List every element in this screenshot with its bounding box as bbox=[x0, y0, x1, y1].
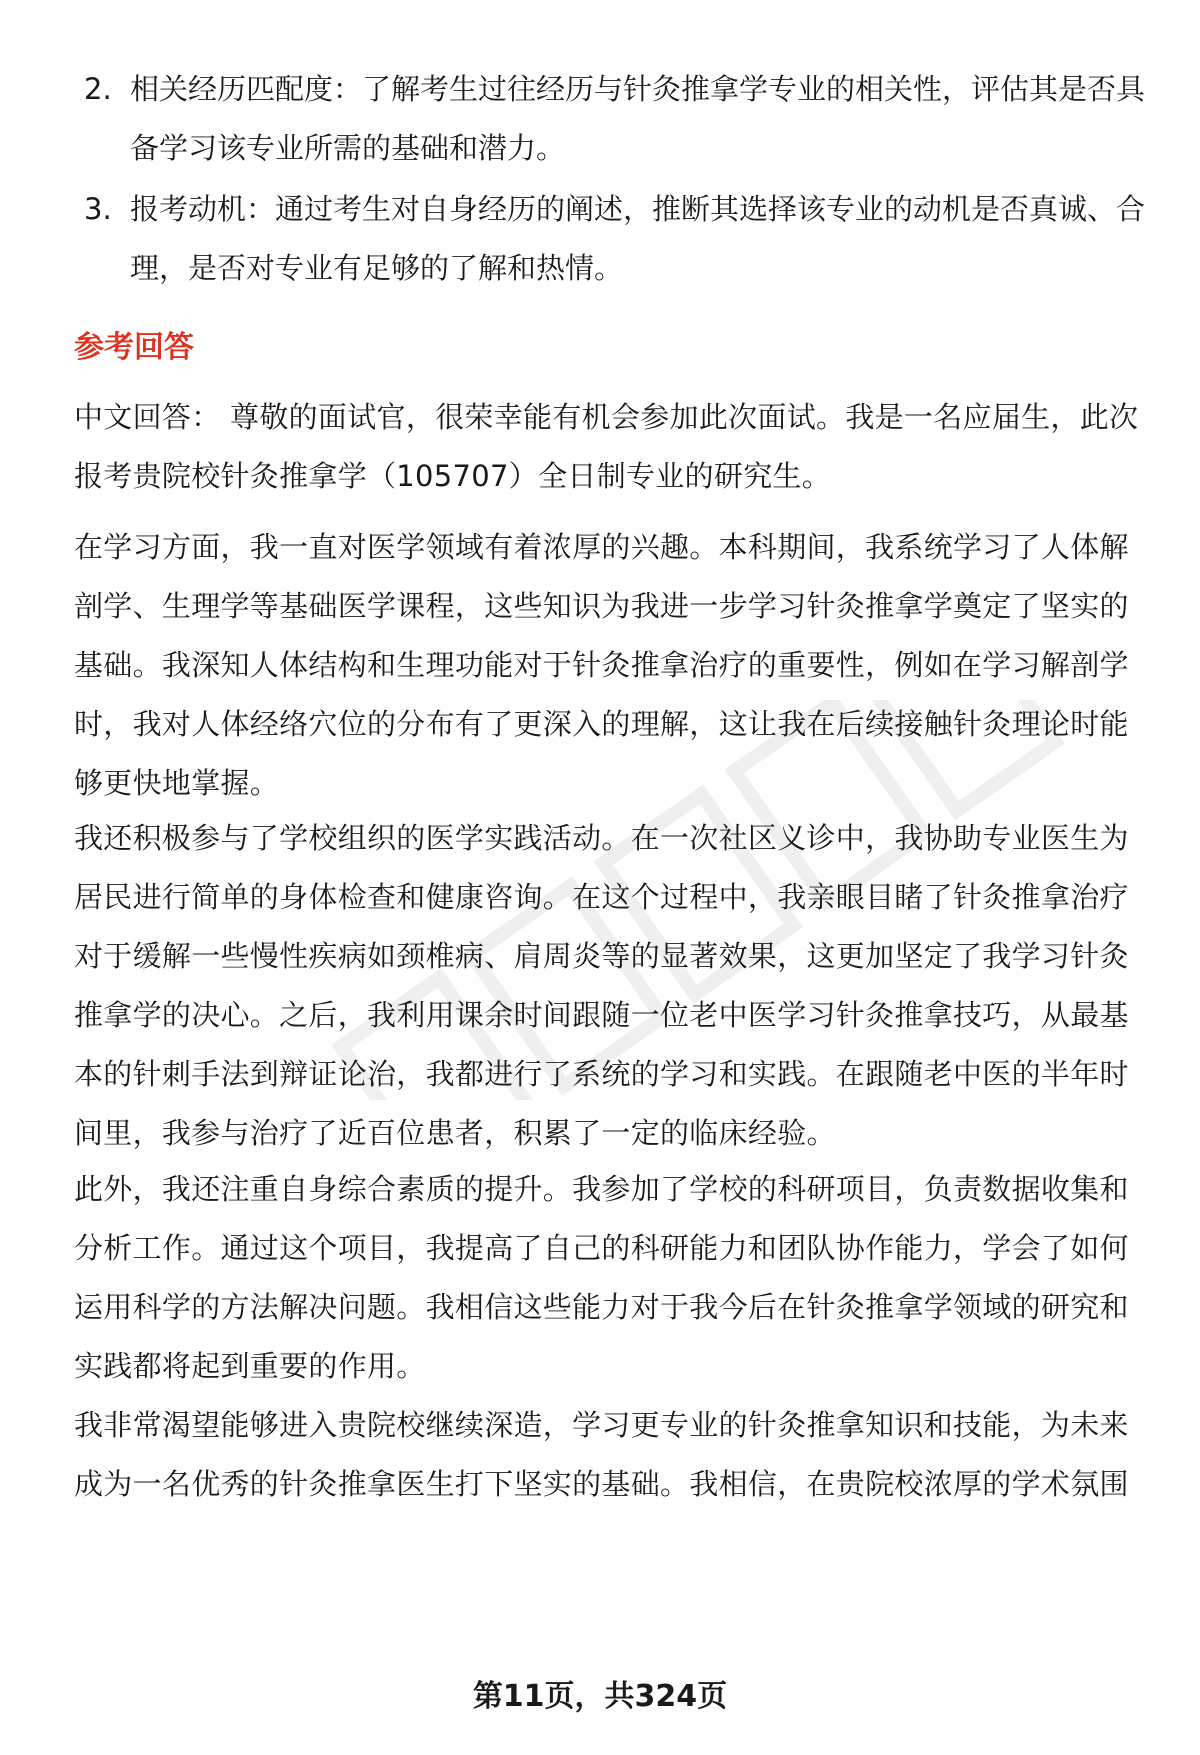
list-item-text: 相关经历匹配度：了解考生过往经历与针灸推拿学专业的相关性，评估其是否具备学习该专业所需的基础和潜力。 bbox=[130, 72, 1146, 165]
page-number: 第11页，共324页 bbox=[472, 1679, 728, 1714]
list-item-number: 3. bbox=[84, 192, 112, 226]
list-item-number: 2. bbox=[84, 72, 112, 106]
paragraph-qualities: 此外，我还注重自身综合素质的提升。我参加了学校的科研项目，负责数据收集和分析工作。通过这个项目，我提高了自己的科研能力和团队协作能力，学会了如何运用科学的方法解决问题。我相信这些能力对于我今后在针灸推拿学领域的研究和实践都将起到重要的作用。 bbox=[74, 1172, 1129, 1383]
section-heading: 参考回答 bbox=[74, 330, 194, 365]
list-item bbox=[84, 180, 1154, 298]
paragraph-intro: 中文回答： 尊敬的面试官，很荣幸能有机会参加此次面试。我是一名应届生，此次报考贵院校针灸推拿学（105707）全日制专业的研究生。 bbox=[74, 400, 1139, 493]
paragraph-study: 在学习方面，我一直对医学领域有着浓厚的兴趣。本科期间，我系统学习了人体解剖学、生理学等基础医学课程，这些知识为我进一步学习针灸推拿学奠定了坚实的基础。我深知人体结构和生理功能对于针灸推拿治疗的重要性，例如在学习解剖学时，我对人体经络穴位的分布有了更深入的理解，这让我在后续接触针灸理论时能够更快地掌握。 bbox=[74, 530, 1129, 800]
criteria-list bbox=[84, 60, 1154, 298]
paragraph-aspiration: 我非常渴望能够进入贵院校继续深造，学习更专业的针灸推拿知识和技能，为未来成为一名优秀的针灸推拿医生打下坚实的基础。我相信，在贵院校浓厚的学术氛围 bbox=[74, 1408, 1129, 1501]
list-item-text: 报考动机：通过考生对自身经历的阐述，推断其选择该专业的动机是否真诚、合理，是否对专业有足够的了解和热情。 bbox=[130, 192, 1146, 285]
paragraph-practice: 我还积极参与了学校组织的医学实践活动。在一次社区义诊中，我协助专业医生为居民进行简单的身体检查和健康咨询。在这个过程中，我亲眼目睹了针灸推拿治疗对于缓解一些慢性疾病如颈椎病、肩周炎等的显著效果，这更加坚定了我学习针灸推拿学的决心。之后，我利用课余时间跟随一位老中医学习针灸推拿技巧，从最基本的针刺手法到辩证论治，我都进行了系统的学习和实践。在跟随老中医的半年时间里，我参与治疗了近百位患者，积累了一定的临床经验。 bbox=[74, 821, 1129, 1150]
list-item bbox=[84, 60, 1154, 178]
